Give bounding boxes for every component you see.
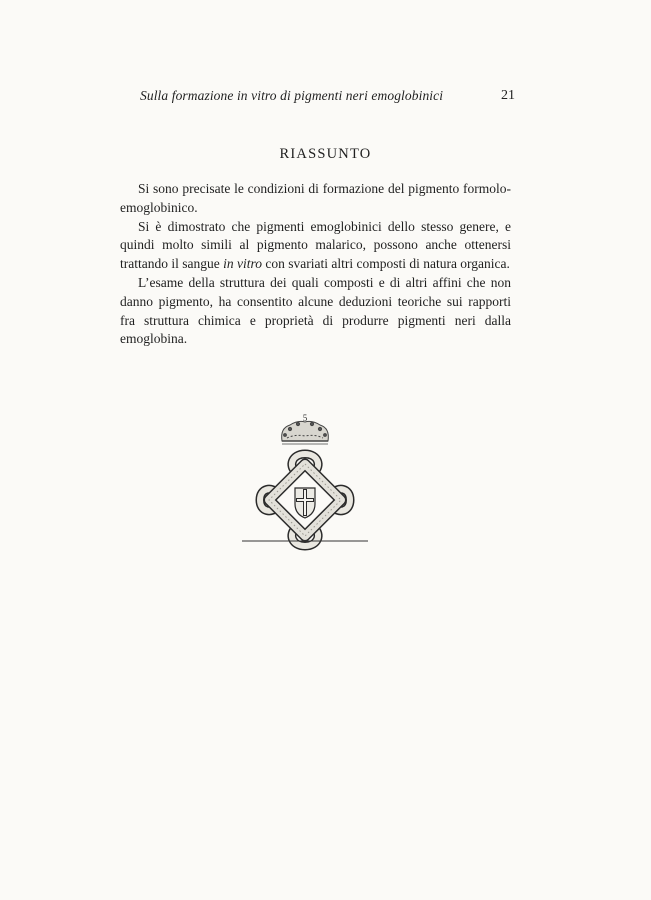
page-number: 21 xyxy=(501,88,515,103)
running-title: Sulla formazione in vitro di pigmenti neri emoglobinici xyxy=(140,88,444,103)
paragraph-2 xyxy=(120,218,511,274)
shield-icon xyxy=(295,488,315,518)
section-title: RIASSUNTO xyxy=(279,146,372,162)
crowned-knot-emblem-icon xyxy=(240,408,370,558)
paragraph-1: Si sono precisate le condizioni di formazione del pigmento formolo-emoglobinico. xyxy=(120,181,511,215)
crown-numeral: 5 xyxy=(302,413,308,423)
paragraph-3: L’esame della struttura dei quali composti e di altri affini che non danno pigmento, ha consentito alcune deduzioni teoriche sui rapporti fra struttura chimica e proprietà di produrre pigmenti neri dalla emoglobina. xyxy=(120,274,511,347)
crown-icon xyxy=(282,421,329,444)
summary-text xyxy=(120,180,511,349)
paragraph-2-italic: in vitro xyxy=(223,256,262,272)
running-header xyxy=(140,88,515,108)
paragraph-2-text-a: Si è dimostrato che pigmenti emoglobinici dello stesso genere, e quindi molto simili al pigmento malarico, possono anche ottenersi trattando il sangue xyxy=(120,218,511,272)
paragraph-2-text-b: con svariati altri composti di natura organica. xyxy=(261,256,510,272)
